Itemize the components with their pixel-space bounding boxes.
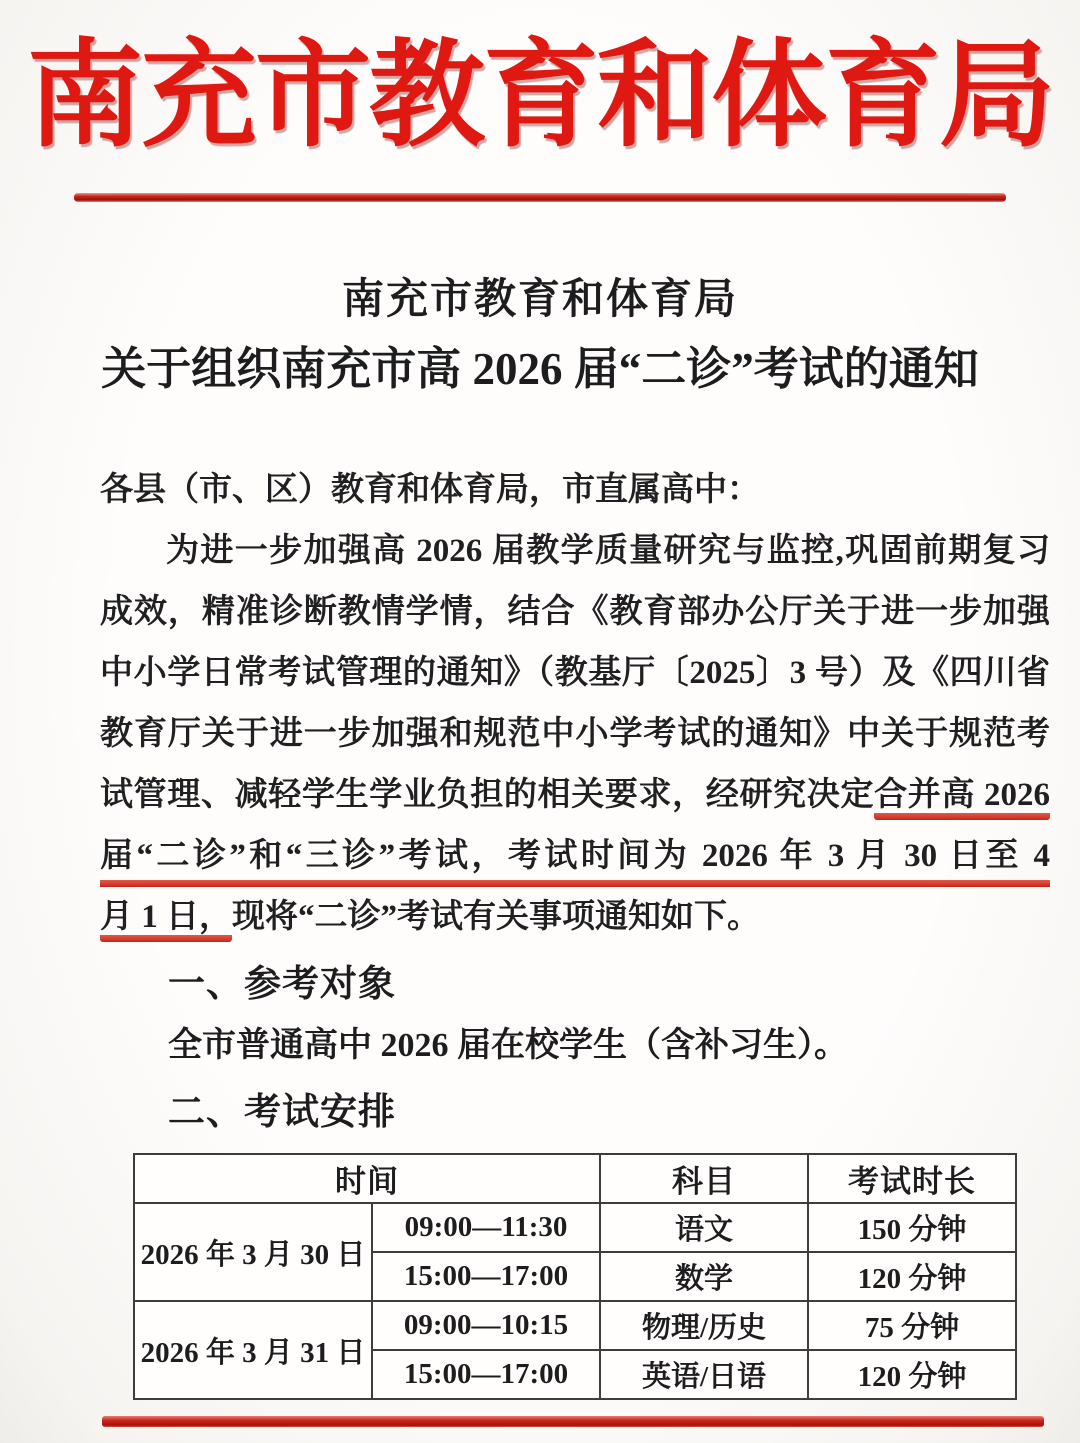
bottom-divider (102, 1416, 1044, 1427)
section-heading-schedule: 二、考试安排 (168, 1092, 396, 1134)
column-header-time: 时间 (134, 1154, 600, 1203)
section-heading-participants: 一、参考对象 (168, 964, 396, 1006)
exam-subject: 英语/日语 (600, 1350, 808, 1399)
exam-subject: 物理/历史 (600, 1301, 808, 1350)
paragraph-line: 为进一步加强高 2026 届教学质量研究与监控,巩固前期复习 (166, 533, 1050, 570)
exam-time: 15:00—17:00 (372, 1252, 600, 1301)
paragraph-line-underlined: 届“二诊”和“三诊”考试，考试时间为 2026 年 3 月 30 日至 4 (100, 826, 1050, 887)
red-underlined-text: 合并高 2026 (874, 777, 1050, 820)
agency-banner: 南充市教育和体育局 (27, 33, 1053, 161)
title-line-2: 关于组织南充市高 2026 届“二诊”考试的通知 (101, 344, 979, 395)
table-row (134, 1203, 1016, 1252)
exam-time: 15:00—17:00 (372, 1350, 600, 1399)
table-row (134, 1301, 1016, 1350)
exam-schedule-table (133, 1153, 1017, 1400)
exam-time: 09:00—10:15 (372, 1301, 600, 1350)
paragraph-text: 试管理、减轻学生学业负担的相关要求，经研究决定 (100, 777, 875, 814)
column-header-subject: 科目 (600, 1154, 808, 1203)
red-underlined-text: 月 1 日， (100, 899, 232, 942)
document-body (100, 460, 1050, 1400)
paragraph-line (100, 765, 1050, 826)
banner-divider (74, 193, 1006, 202)
exam-time: 09:00—11:30 (372, 1203, 600, 1252)
paragraph-line: 成效，精准诊断教情学情，结合《教育部办公厅关于进一步加强 (100, 594, 1050, 631)
exam-duration: 150 分钟 (808, 1203, 1016, 1252)
exam-subject: 数学 (600, 1252, 808, 1301)
exam-date: 2026 年 3 月 31 日 (134, 1301, 372, 1399)
paragraph-line (100, 887, 1050, 948)
exam-duration: 75 分钟 (808, 1301, 1016, 1350)
title-line-1: 南充市教育和体育局 (341, 276, 738, 323)
paragraph-text: 现将“二诊”考试有关事项通知如下。 (232, 899, 760, 936)
section-content-participants: 全市普通高中 2026 届在校学生（含补习生）。 (168, 1027, 848, 1065)
exam-subject: 语文 (600, 1203, 808, 1252)
salutation: 各县（市、区）教育和体育局，市直属高中： (100, 472, 760, 509)
document-title (0, 276, 1080, 397)
paragraph-line: 中小学日常考试管理的通知》（教基厅〔2025〕3 号）及《四川省 (100, 655, 1051, 692)
table-header-row (134, 1154, 1016, 1203)
paragraph-line: 教育厅关于进一步加强和规范中小学考试的通知》中关于规范考 (100, 716, 1050, 753)
exam-duration: 120 分钟 (808, 1252, 1016, 1301)
exam-duration: 120 分钟 (808, 1350, 1016, 1399)
exam-date: 2026 年 3 月 30 日 (134, 1203, 372, 1301)
column-header-duration: 考试时长 (808, 1154, 1016, 1203)
